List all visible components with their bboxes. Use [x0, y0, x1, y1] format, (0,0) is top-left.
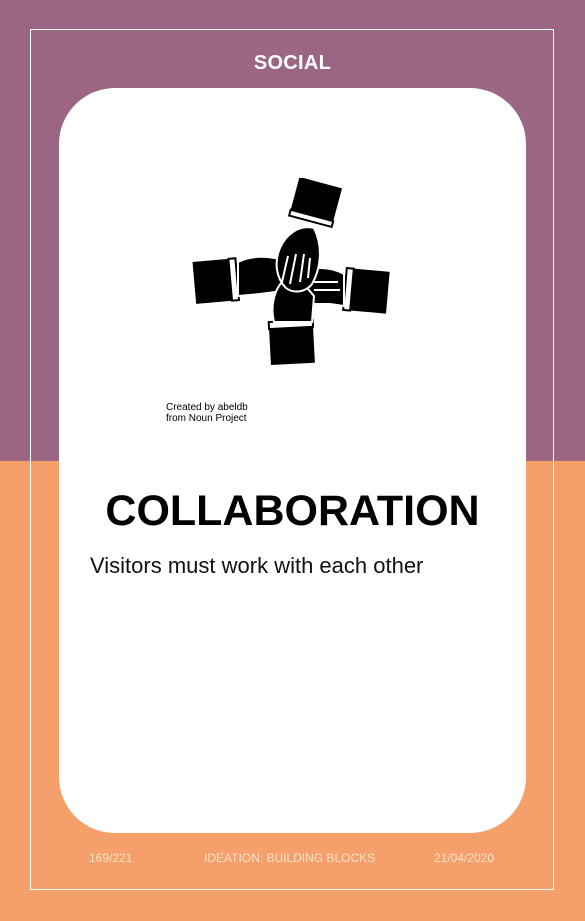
stacked-hands-icon: [190, 178, 394, 368]
category-label: SOCIAL: [253, 52, 332, 74]
icon-credit: [166, 402, 248, 424]
footer-series-name: IDEATION: BUILDING BLOCKS: [204, 851, 376, 865]
credit-line-1: Created by abeldb: [166, 402, 248, 413]
card-description: Visitors must work with each other: [90, 553, 424, 578]
credit-line-2: from Noun Project: [166, 413, 247, 424]
footer-date: 21/04/2020: [434, 851, 495, 865]
footer-page-number: 169/221: [89, 851, 133, 865]
card-title: COLLABORATION: [105, 487, 480, 535]
